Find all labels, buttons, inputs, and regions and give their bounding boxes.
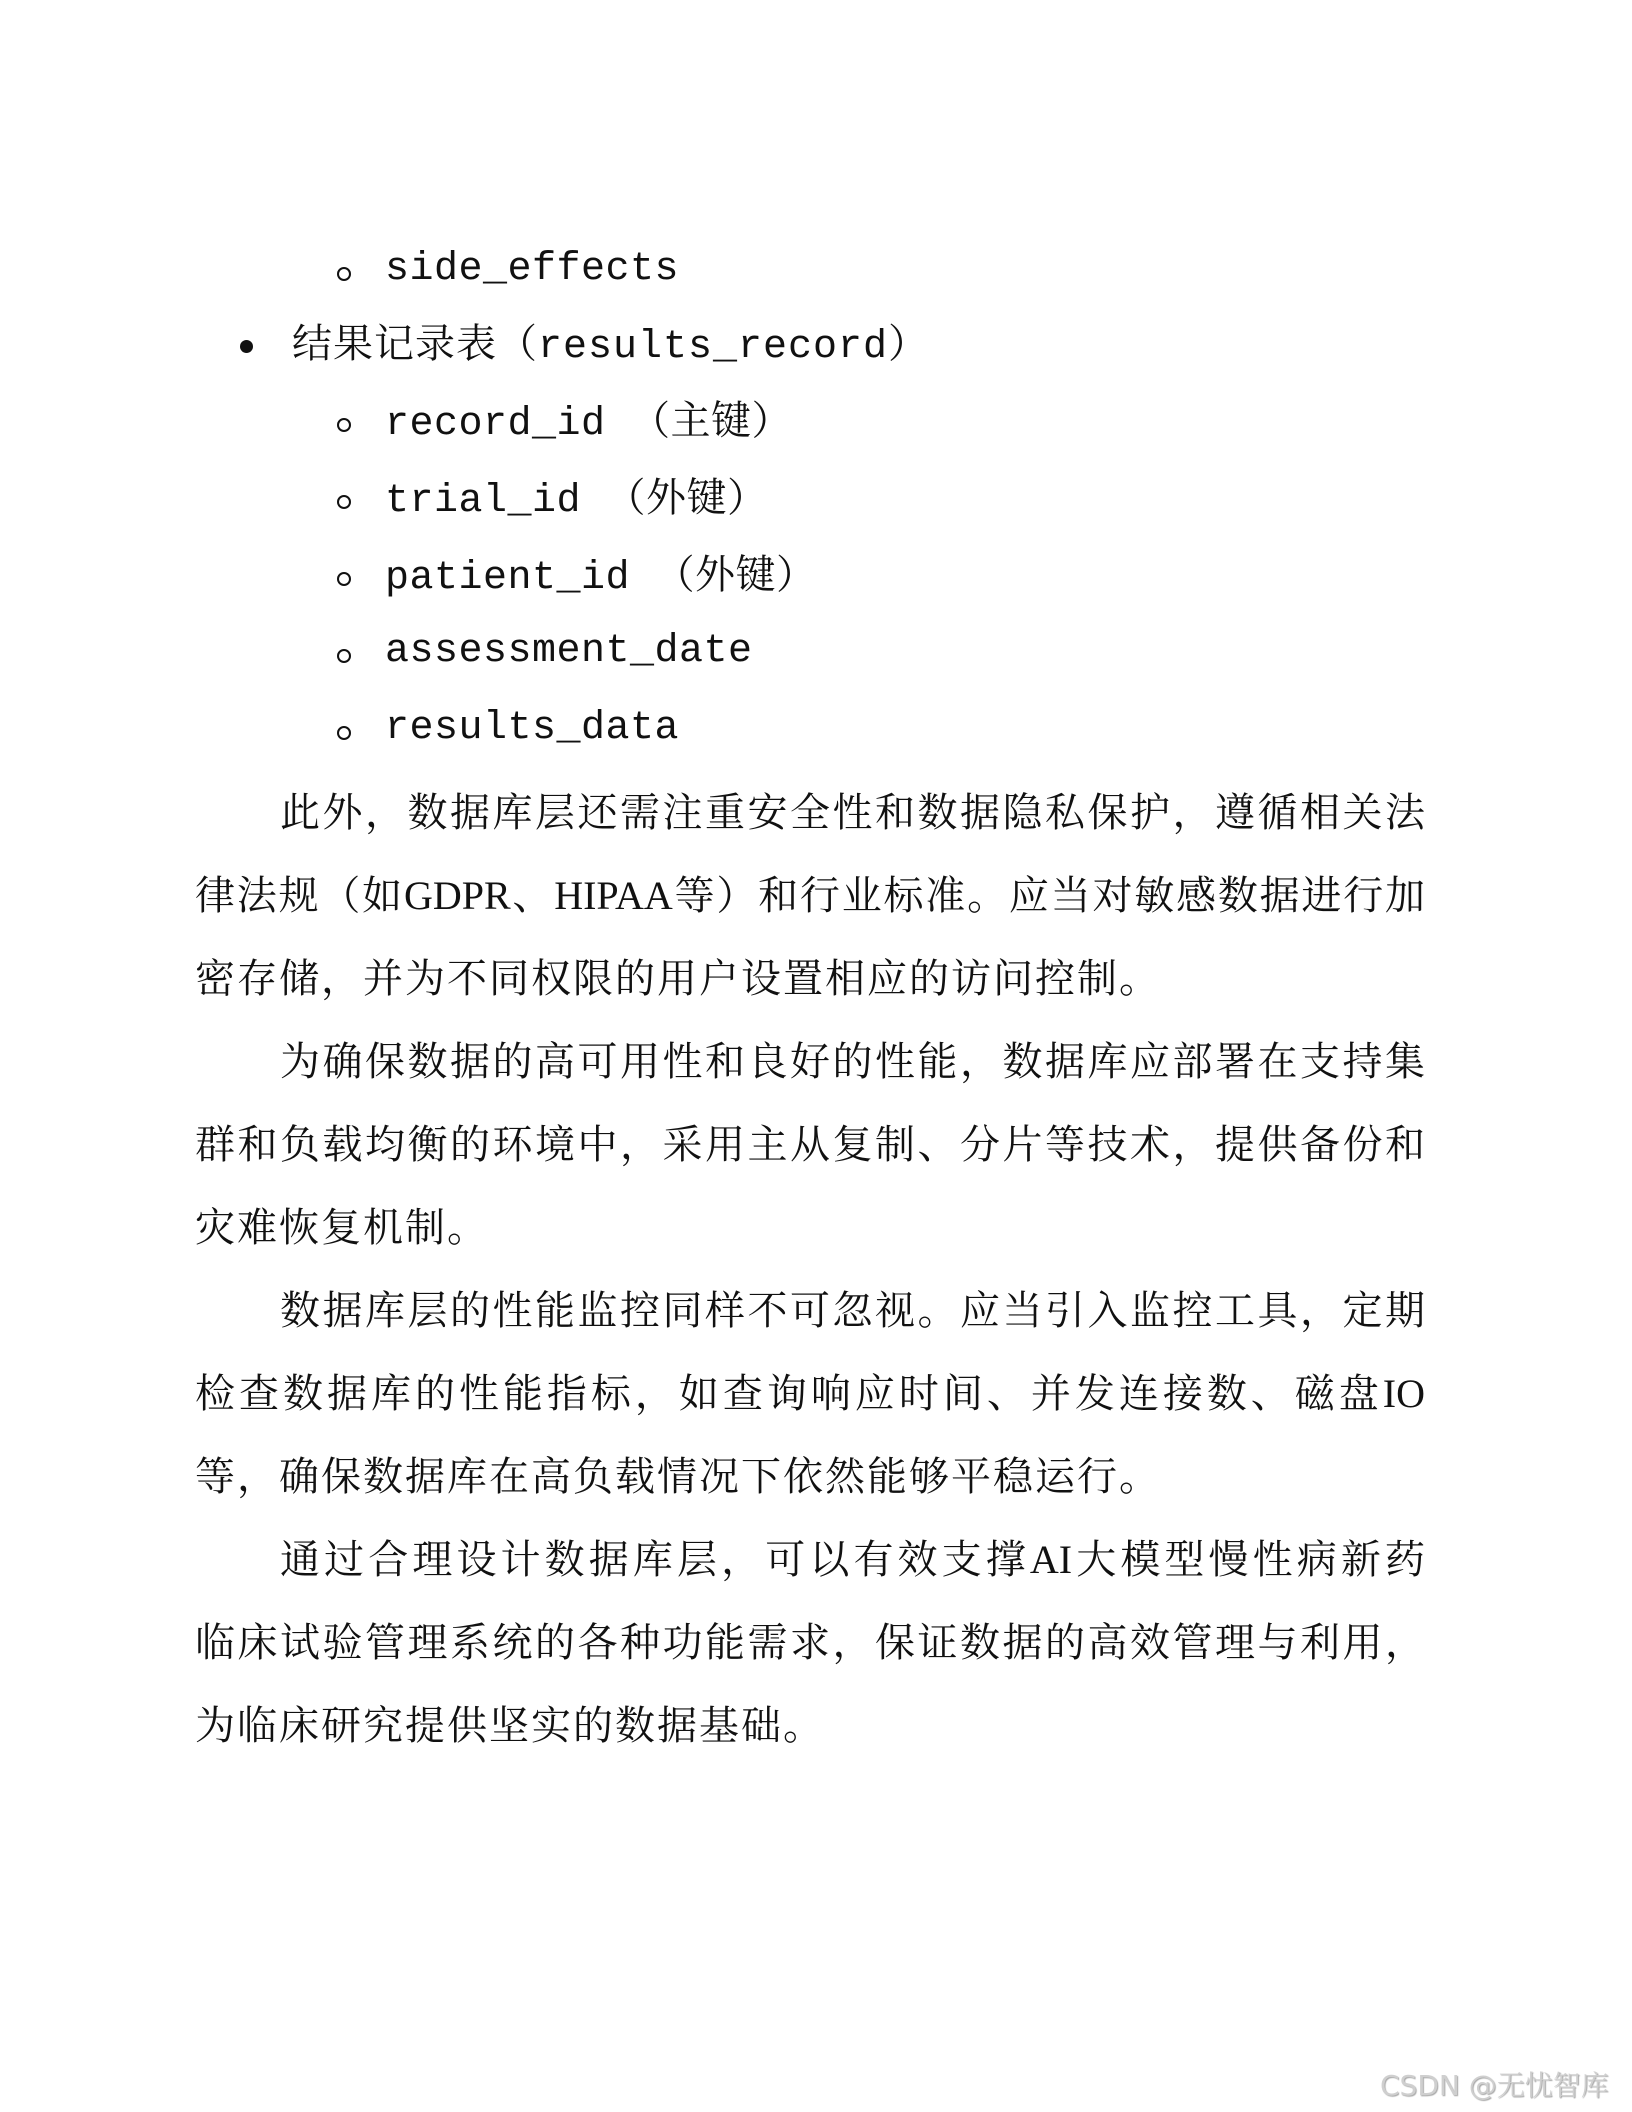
list-subitem-assessment-date	[0, 622, 1632, 682]
field-name: patient_id	[385, 556, 631, 601]
csdn-watermark: CSDN @无忧智库	[1380, 2069, 1609, 2102]
field-name: assessment_date	[385, 629, 753, 674]
field-note: （外键）	[605, 475, 768, 521]
paragraph-line: 等，确保数据库在高负载情况下依然能够平稳运行。	[195, 1454, 1161, 1499]
paragraph-line: 群和负载均衡的环境中，采用主从复制、分片等技术，提供备份和	[195, 1122, 1425, 1167]
hollow-circle-bullet-icon	[337, 649, 351, 663]
list-subitem-trial-id	[0, 468, 1632, 528]
field-note: （主键）	[630, 398, 793, 444]
list-subitem-patient-id	[0, 545, 1632, 605]
hollow-circle-bullet-icon	[337, 495, 351, 509]
paragraph-line: 律法规（如GDPR、HIPAA等）和行业标准。应当对敏感数据进行加	[195, 873, 1425, 918]
paragraph-line: 此外，数据库层还需注重安全性和数据隐私保护，遵循相关法	[280, 790, 1425, 835]
paragraph-line: 灾难恢复机制。	[195, 1205, 489, 1250]
hollow-circle-bullet-icon	[337, 267, 351, 281]
paragraph-line: 为确保数据的高可用性和良好的性能，数据库应部署在支持集	[280, 1039, 1425, 1084]
subitem-text	[385, 699, 679, 759]
field-note: （外键）	[654, 552, 817, 598]
list-subitem-record-id	[0, 391, 1632, 451]
filled-circle-bullet-icon	[240, 340, 253, 353]
hollow-circle-bullet-icon	[337, 418, 351, 432]
paragraph-line: 临床试验管理系统的各种功能需求，保证数据的高效管理与利用，	[195, 1620, 1425, 1665]
list-subitem-results-data	[0, 699, 1632, 759]
field-name: record_id	[385, 402, 606, 447]
paragraph-line: 检查数据库的性能指标，如查询响应时间、并发连接数、磁盘IO	[195, 1371, 1425, 1416]
paragraph-line: 密存储，并为不同权限的用户设置相应的访问控制。	[195, 956, 1161, 1001]
hollow-circle-bullet-icon	[337, 726, 351, 740]
list-subitem-side-effects	[0, 240, 1632, 300]
field-name: results_data	[385, 706, 680, 751]
list-item-label-en: （results_record）	[497, 325, 930, 370]
paragraph-line: 为临床研究提供坚实的数据基础。	[195, 1703, 825, 1748]
list-item-label	[292, 314, 929, 378]
subitem-text	[385, 545, 817, 609]
field-name: trial_id	[385, 479, 582, 524]
subitem-text	[385, 468, 768, 532]
list-item-results-record	[0, 314, 1632, 374]
subitem-text	[385, 622, 753, 682]
paragraph-line: 数据库层的性能监控同样不可忽视。应当引入监控工具，定期	[280, 1288, 1425, 1333]
paragraph-line: 通过合理设计数据库层，可以有效支撑AI大模型慢性病新药	[280, 1537, 1425, 1582]
subitem-text: side_effects	[385, 247, 680, 292]
hollow-circle-bullet-icon	[337, 572, 351, 586]
subitem-text	[385, 391, 792, 455]
list-item-label-cn: 结果记录表	[292, 321, 497, 366]
